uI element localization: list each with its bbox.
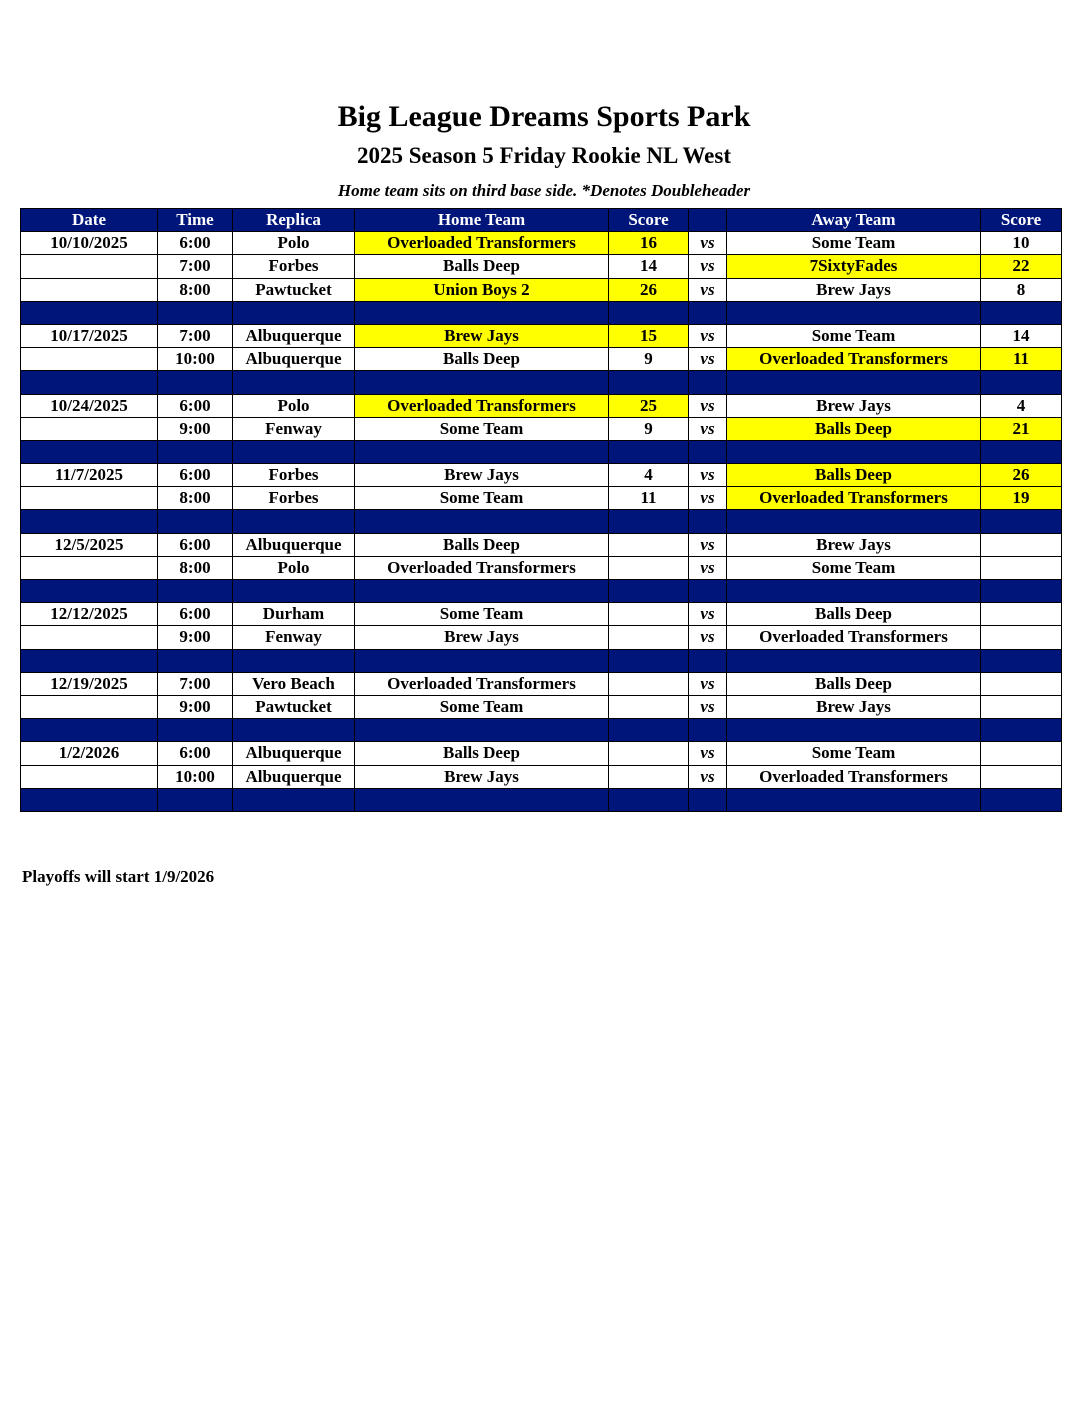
away-score-cell: 19 <box>981 487 1062 510</box>
separator-cell <box>233 371 355 394</box>
game-row <box>21 695 1062 718</box>
home-team-cell: Balls Deep <box>355 348 609 371</box>
home-team-cell: Brew Jays <box>355 765 609 788</box>
separator-row <box>21 301 1062 324</box>
separator-cell <box>981 510 1062 533</box>
separator-cell <box>981 719 1062 742</box>
vs-cell: vs <box>689 464 727 487</box>
separator-cell <box>981 788 1062 811</box>
separator-cell <box>158 580 233 603</box>
game-row <box>21 672 1062 695</box>
replica-cell: Fenway <box>233 417 355 440</box>
separator-cell <box>233 788 355 811</box>
page-subtitle: 2025 Season 5 Friday Rookie NL West <box>357 143 731 168</box>
col-header-vs <box>689 209 727 232</box>
time-cell: 6:00 <box>158 232 233 255</box>
game-row <box>21 232 1062 255</box>
replica-cell: Albuquerque <box>233 742 355 765</box>
separator-cell <box>727 371 981 394</box>
col-header-replica: Replica <box>233 209 355 232</box>
vs-cell: vs <box>689 765 727 788</box>
vs-cell: vs <box>689 324 727 347</box>
separator-cell <box>21 788 158 811</box>
game-row <box>21 556 1062 579</box>
date-cell: 10/10/2025 <box>21 232 158 255</box>
game-row <box>21 765 1062 788</box>
vs-cell: vs <box>689 417 727 440</box>
replica-cell: Fenway <box>233 626 355 649</box>
vs-cell: vs <box>689 742 727 765</box>
home-score-cell: 14 <box>609 255 689 278</box>
replica-cell: Albuquerque <box>233 324 355 347</box>
separator-cell <box>233 719 355 742</box>
away-score-cell <box>981 672 1062 695</box>
time-cell: 6:00 <box>158 742 233 765</box>
vs-cell: vs <box>689 348 727 371</box>
separator-cell <box>689 719 727 742</box>
replica-cell: Forbes <box>233 255 355 278</box>
replica-cell: Pawtucket <box>233 695 355 718</box>
col-header-time: Time <box>158 209 233 232</box>
date-cell <box>21 417 158 440</box>
away-score-cell: 26 <box>981 464 1062 487</box>
game-row <box>21 533 1062 556</box>
separator-cell <box>609 788 689 811</box>
home-team-cell: Overloaded Transformers <box>355 556 609 579</box>
separator-cell <box>233 510 355 533</box>
schedule-table <box>20 208 1062 812</box>
separator-cell <box>233 301 355 324</box>
separator-cell <box>21 649 158 672</box>
separator-cell <box>233 440 355 463</box>
separator-cell <box>21 371 158 394</box>
separator-cell <box>158 301 233 324</box>
away-score-cell: 8 <box>981 278 1062 301</box>
home-team-cell: Brew Jays <box>355 464 609 487</box>
separator-cell <box>355 440 609 463</box>
home-score-cell <box>609 626 689 649</box>
col-header-date: Date <box>21 209 158 232</box>
date-cell <box>21 487 158 510</box>
game-row <box>21 487 1062 510</box>
separator-row <box>21 788 1062 811</box>
separator-cell <box>158 440 233 463</box>
separator-cell <box>355 649 609 672</box>
home-team-cell: Some Team <box>355 695 609 718</box>
separator-cell <box>689 788 727 811</box>
separator-cell <box>689 371 727 394</box>
away-team-cell: Some Team <box>727 742 981 765</box>
home-score-cell: 26 <box>609 278 689 301</box>
home-team-cell: Union Boys 2 <box>355 278 609 301</box>
separator-cell <box>689 301 727 324</box>
game-row <box>21 348 1062 371</box>
separator-cell <box>689 440 727 463</box>
separator-cell <box>609 510 689 533</box>
home-score-cell <box>609 765 689 788</box>
separator-cell <box>21 440 158 463</box>
away-team-cell: Some Team <box>727 324 981 347</box>
home-team-cell: Some Team <box>355 603 609 626</box>
home-score-cell: 9 <box>609 417 689 440</box>
game-row <box>21 278 1062 301</box>
away-team-cell: Brew Jays <box>727 533 981 556</box>
separator-cell <box>727 301 981 324</box>
time-cell: 7:00 <box>158 672 233 695</box>
replica-cell: Vero Beach <box>233 672 355 695</box>
away-team-cell: 7SixtyFades <box>727 255 981 278</box>
separator-cell <box>981 649 1062 672</box>
separator-cell <box>981 580 1062 603</box>
home-score-cell <box>609 672 689 695</box>
replica-cell: Durham <box>233 603 355 626</box>
separator-cell <box>355 510 609 533</box>
separator-cell <box>158 510 233 533</box>
vs-cell: vs <box>689 255 727 278</box>
home-score-cell: 16 <box>609 232 689 255</box>
away-score-cell <box>981 533 1062 556</box>
time-cell: 8:00 <box>158 487 233 510</box>
separator-cell <box>609 719 689 742</box>
away-score-cell: 21 <box>981 417 1062 440</box>
separator-cell <box>355 788 609 811</box>
separator-cell <box>21 301 158 324</box>
time-cell: 6:00 <box>158 464 233 487</box>
date-cell: 12/19/2025 <box>21 672 158 695</box>
separator-cell <box>609 301 689 324</box>
home-team-cell: Brew Jays <box>355 324 609 347</box>
replica-cell: Albuquerque <box>233 348 355 371</box>
separator-cell <box>158 719 233 742</box>
col-header-away-score: Score <box>981 209 1062 232</box>
home-team-cell: Overloaded Transformers <box>355 672 609 695</box>
separator-row <box>21 649 1062 672</box>
header-row <box>21 209 1062 232</box>
time-cell: 6:00 <box>158 394 233 417</box>
replica-cell: Polo <box>233 556 355 579</box>
home-team-cell: Balls Deep <box>355 255 609 278</box>
time-cell: 10:00 <box>158 348 233 371</box>
replica-cell: Polo <box>233 232 355 255</box>
separator-cell <box>981 440 1062 463</box>
separator-cell <box>727 510 981 533</box>
game-row <box>21 464 1062 487</box>
home-score-cell: 4 <box>609 464 689 487</box>
separator-row <box>21 440 1062 463</box>
date-cell <box>21 278 158 301</box>
away-team-cell: Balls Deep <box>727 417 981 440</box>
away-score-cell: 4 <box>981 394 1062 417</box>
home-score-cell: 9 <box>609 348 689 371</box>
vs-cell: vs <box>689 487 727 510</box>
time-cell: 7:00 <box>158 255 233 278</box>
home-score-cell <box>609 556 689 579</box>
away-score-cell <box>981 765 1062 788</box>
separator-cell <box>355 719 609 742</box>
separator-cell <box>355 301 609 324</box>
home-team-cell: Balls Deep <box>355 742 609 765</box>
time-cell: 7:00 <box>158 324 233 347</box>
separator-cell <box>158 788 233 811</box>
away-score-cell: 22 <box>981 255 1062 278</box>
schedule-body <box>21 232 1062 812</box>
separator-cell <box>609 440 689 463</box>
away-team-cell: Brew Jays <box>727 278 981 301</box>
vs-cell: vs <box>689 626 727 649</box>
away-team-cell: Balls Deep <box>727 672 981 695</box>
replica-cell: Albuquerque <box>233 765 355 788</box>
replica-cell: Forbes <box>233 464 355 487</box>
date-cell: 10/17/2025 <box>21 324 158 347</box>
time-cell: 10:00 <box>158 765 233 788</box>
separator-cell <box>355 371 609 394</box>
date-cell: 1/2/2026 <box>21 742 158 765</box>
replica-cell: Pawtucket <box>233 278 355 301</box>
separator-cell <box>21 510 158 533</box>
home-score-cell <box>609 742 689 765</box>
away-team-cell: Overloaded Transformers <box>727 626 981 649</box>
away-team-cell: Overloaded Transformers <box>727 487 981 510</box>
away-team-cell: Brew Jays <box>727 695 981 718</box>
game-row <box>21 742 1062 765</box>
separator-cell <box>609 649 689 672</box>
away-team-cell: Some Team <box>727 556 981 579</box>
separator-cell <box>727 719 981 742</box>
separator-cell <box>727 788 981 811</box>
col-header-away-team: Away Team <box>727 209 981 232</box>
away-team-cell: Brew Jays <box>727 394 981 417</box>
playoffs-note: Playoffs will start 1/9/2026 <box>22 867 215 886</box>
separator-row <box>21 719 1062 742</box>
date-cell <box>21 348 158 371</box>
time-cell: 6:00 <box>158 603 233 626</box>
separator-cell <box>233 649 355 672</box>
home-team-cell: Some Team <box>355 487 609 510</box>
col-header-home-team: Home Team <box>355 209 609 232</box>
separator-cell <box>727 649 981 672</box>
away-score-cell <box>981 603 1062 626</box>
away-score-cell <box>981 626 1062 649</box>
away-score-cell <box>981 695 1062 718</box>
date-cell: 12/5/2025 <box>21 533 158 556</box>
home-score-cell <box>609 533 689 556</box>
home-team-cell: Overloaded Transformers <box>355 394 609 417</box>
time-cell: 8:00 <box>158 278 233 301</box>
separator-cell <box>981 371 1062 394</box>
away-score-cell: 11 <box>981 348 1062 371</box>
date-cell <box>21 695 158 718</box>
home-score-cell: 25 <box>609 394 689 417</box>
vs-cell: vs <box>689 603 727 626</box>
date-cell: 10/24/2025 <box>21 394 158 417</box>
page-title: Big League Dreams Sports Park <box>337 100 751 133</box>
separator-cell <box>158 371 233 394</box>
away-score-cell: 14 <box>981 324 1062 347</box>
away-score-cell: 10 <box>981 232 1062 255</box>
vs-cell: vs <box>689 232 727 255</box>
date-cell <box>21 255 158 278</box>
away-team-cell: Balls Deep <box>727 603 981 626</box>
home-team-cell: Some Team <box>355 417 609 440</box>
separator-cell <box>233 580 355 603</box>
time-cell: 9:00 <box>158 417 233 440</box>
separator-cell <box>21 719 158 742</box>
separator-cell <box>355 580 609 603</box>
vs-cell: vs <box>689 278 727 301</box>
away-team-cell: Balls Deep <box>727 464 981 487</box>
separator-row <box>21 580 1062 603</box>
game-row <box>21 417 1062 440</box>
time-cell: 6:00 <box>158 533 233 556</box>
date-cell <box>21 765 158 788</box>
separator-cell <box>727 440 981 463</box>
vs-cell: vs <box>689 672 727 695</box>
vs-cell: vs <box>689 556 727 579</box>
separator-cell <box>689 510 727 533</box>
date-cell <box>21 556 158 579</box>
separator-cell <box>609 371 689 394</box>
date-cell: 11/7/2025 <box>21 464 158 487</box>
game-row <box>21 626 1062 649</box>
separator-cell <box>609 580 689 603</box>
replica-cell: Albuquerque <box>233 533 355 556</box>
separator-row <box>21 510 1062 533</box>
separator-cell <box>727 580 981 603</box>
separator-cell <box>21 580 158 603</box>
replica-cell: Forbes <box>233 487 355 510</box>
schedule-note: Home team sits on third base side. *Denotes Doubleheader <box>337 181 751 200</box>
vs-cell: vs <box>689 533 727 556</box>
col-header-home-score: Score <box>609 209 689 232</box>
home-team-cell: Overloaded Transformers <box>355 232 609 255</box>
away-score-cell <box>981 742 1062 765</box>
home-score-cell: 11 <box>609 487 689 510</box>
separator-cell <box>158 649 233 672</box>
separator-cell <box>689 649 727 672</box>
separator-cell <box>689 580 727 603</box>
game-row <box>21 324 1062 347</box>
home-team-cell: Brew Jays <box>355 626 609 649</box>
game-row <box>21 603 1062 626</box>
separator-cell <box>981 301 1062 324</box>
away-team-cell: Overloaded Transformers <box>727 348 981 371</box>
time-cell: 9:00 <box>158 695 233 718</box>
home-score-cell <box>609 695 689 718</box>
date-cell <box>21 626 158 649</box>
home-team-cell: Balls Deep <box>355 533 609 556</box>
replica-cell: Polo <box>233 394 355 417</box>
date-cell: 12/12/2025 <box>21 603 158 626</box>
game-row <box>21 394 1062 417</box>
game-row <box>21 255 1062 278</box>
time-cell: 9:00 <box>158 626 233 649</box>
home-score-cell: 15 <box>609 324 689 347</box>
away-team-cell: Some Team <box>727 232 981 255</box>
time-cell: 8:00 <box>158 556 233 579</box>
home-score-cell <box>609 603 689 626</box>
away-team-cell: Overloaded Transformers <box>727 765 981 788</box>
separator-row <box>21 371 1062 394</box>
vs-cell: vs <box>689 695 727 718</box>
vs-cell: vs <box>689 394 727 417</box>
away-score-cell <box>981 556 1062 579</box>
